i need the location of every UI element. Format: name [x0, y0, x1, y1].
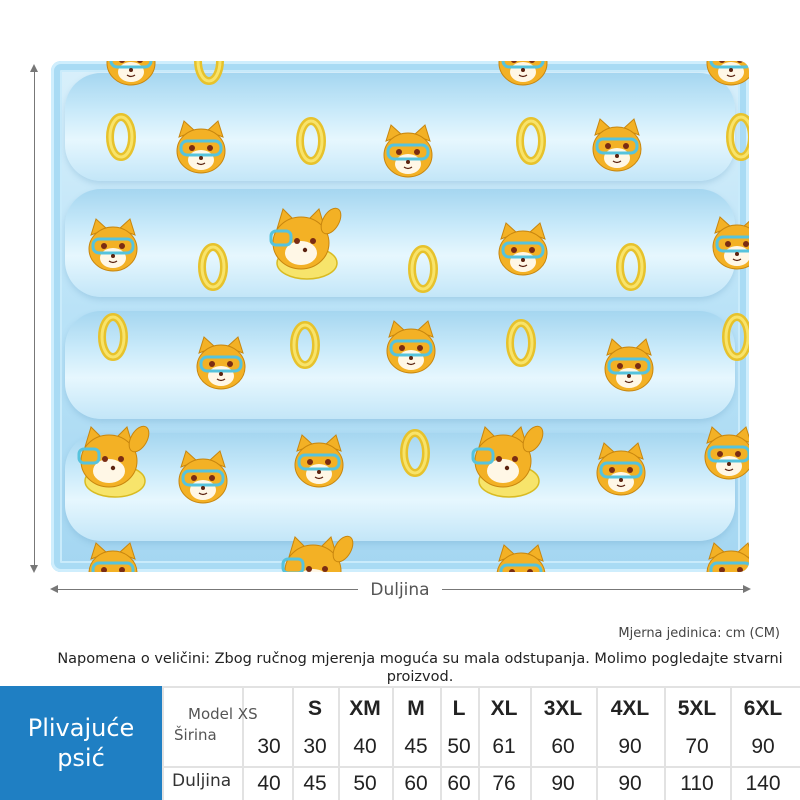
length-value: 60 [404, 772, 428, 795]
swim-ring-icon [730, 117, 749, 157]
swim-ring-icon [510, 323, 532, 363]
swim-ring-icon [726, 317, 748, 357]
size-header: 5XL [677, 697, 717, 720]
length-value: 45 [303, 772, 327, 795]
model-label: Model XS [188, 705, 258, 723]
size-header: S [307, 697, 322, 720]
length-value: 90 [618, 772, 642, 795]
length-value: 140 [745, 772, 781, 795]
cooling-mat [51, 61, 749, 572]
size-header: XM [349, 697, 381, 720]
shiba-dog-icon [497, 545, 545, 572]
length-row-label: Duljina [172, 771, 232, 791]
swim-ring-icon [412, 249, 434, 289]
product-title [0, 686, 162, 800]
size-header: M [407, 697, 425, 720]
width-value: 40 [353, 735, 377, 758]
shiba-dog-icon [593, 119, 641, 171]
size-header: 4XL [610, 697, 650, 720]
width-value: 61 [492, 735, 516, 758]
length-value: 76 [492, 772, 516, 795]
size-header: 6XL [743, 697, 783, 720]
product-title-text: Plivajuće psić [27, 714, 135, 772]
shiba-dog-icon [295, 435, 343, 487]
swim-ring-icon [404, 433, 426, 473]
width-value: 30 [303, 735, 327, 758]
width-dimension-arrow [34, 66, 35, 571]
swim-ring-icon [102, 317, 124, 357]
size-header: 3XL [543, 697, 583, 720]
width-value: 90 [751, 735, 775, 758]
length-value: 60 [447, 772, 471, 795]
swimming-dog-icon [271, 205, 345, 279]
table-divider [162, 686, 800, 688]
width-value: 90 [618, 735, 642, 758]
table-divider [162, 686, 164, 800]
width-label: Širina [174, 726, 217, 744]
length-value: 90 [551, 772, 575, 795]
shiba-dog-icon [707, 543, 749, 572]
length-value: 110 [680, 772, 714, 795]
shiba-dog-icon [197, 337, 245, 389]
unit-note: Mjerna jedinica: cm (CM) [618, 626, 780, 641]
shiba-dog-icon [177, 121, 225, 173]
shiba-dog-icon [384, 125, 432, 177]
length-value: 50 [353, 772, 377, 795]
shiba-dog-icon [387, 321, 435, 373]
shiba-dog-icon [707, 61, 749, 85]
size-disclaimer: Napomena o veličini: Zbog ručnog mjerenja moguća su mala odstupanja. Molimo pogledajte stvarni proizvod. [57, 651, 783, 685]
swimming-dog-icon [79, 423, 153, 497]
shiba-dog-icon [107, 61, 155, 85]
swim-ring-icon [620, 247, 642, 287]
shiba-dog-icon [89, 543, 137, 572]
width-value: 30 [257, 735, 281, 758]
swim-ring-icon [202, 247, 224, 287]
length-dimension-label: Duljina [358, 580, 442, 600]
swim-ring-icon [520, 121, 542, 161]
shiba-dog-icon [597, 443, 645, 495]
table-divider [162, 766, 800, 768]
swimming-dog-icon [283, 533, 357, 572]
shiba-dog-icon [705, 427, 749, 479]
swimming-dog-icon [473, 423, 547, 497]
swim-ring-icon [300, 121, 322, 161]
width-value: 45 [404, 735, 428, 758]
table-divider [242, 686, 244, 800]
shiba-dog-icon [499, 61, 547, 85]
width-value: 50 [447, 735, 471, 758]
shiba-dog-icon [713, 217, 749, 269]
swim-ring-icon [294, 325, 316, 365]
shiba-dog-icon [179, 451, 227, 503]
width-value: 70 [685, 735, 709, 758]
size-header: XL [490, 697, 518, 720]
shiba-dog-icon [89, 219, 137, 271]
length-value: 40 [257, 772, 281, 795]
width-value: 60 [551, 735, 575, 758]
mat-pattern [51, 61, 749, 572]
size-header: L [452, 697, 466, 720]
shiba-dog-icon [499, 223, 547, 275]
swim-ring-icon [110, 117, 132, 157]
swim-ring-icon [198, 61, 220, 81]
shiba-dog-icon [605, 339, 653, 391]
